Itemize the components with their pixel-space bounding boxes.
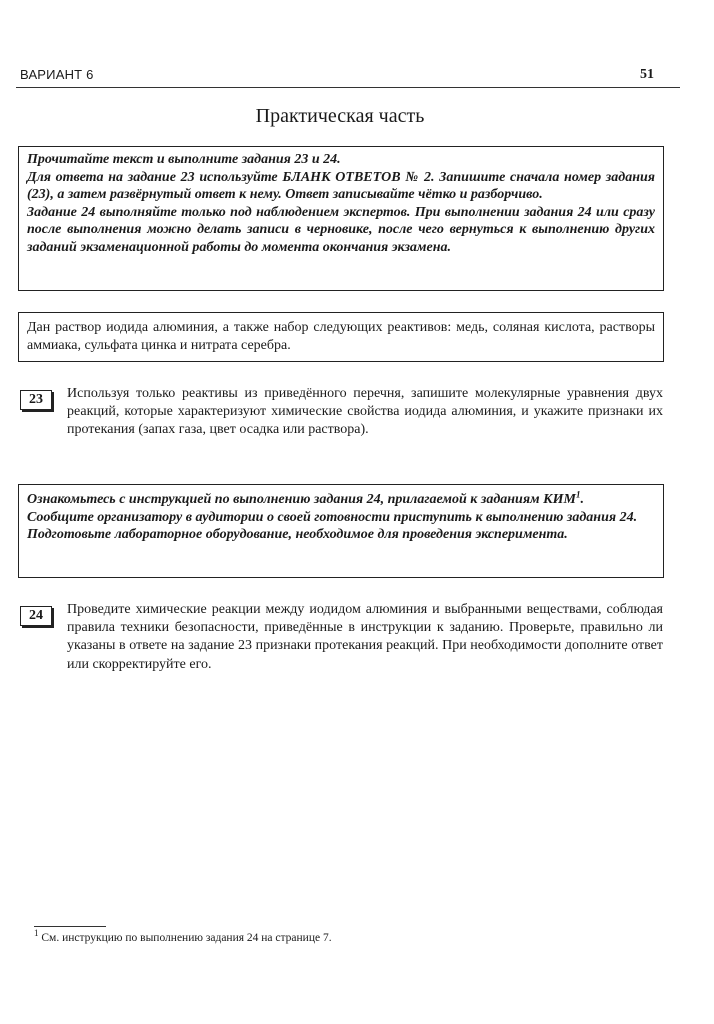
- footnote: [34, 928, 332, 944]
- instruction-line: Задание 24 выполняйте только под наблюдением экспертов. При выполнении задания 24 или сразу после выполнения можно делать записи в черновике, после чего вернуться к выполнению других заданий экзаменационной работы до момента окончания экзамена.: [27, 204, 655, 255]
- given-text: Дан раствор иодида алюминия, а также набор следующих реактивов: медь, соляная кислота, растворы аммиака, сульфата цинка и нитрата серебра.: [27, 320, 655, 353]
- instructions-box: [18, 146, 664, 291]
- lab-instruction-line: Подготовьте лабораторное оборудование, необходимое для проведения эксперимента.: [27, 527, 568, 542]
- lab-instruction-text: Ознакомьтесь с инструкцией по выполнению задания 24, прилагаемой к заданиям КИМ: [27, 492, 576, 507]
- task-23-text: Используя только реактивы из приведённого перечня, запишите молекулярные уравнения двух реакций, которые характеризуют химические свойства иодида алюминия, и укажите признаки их протекания (запах газа, цвет осадка или раствора).: [67, 386, 663, 438]
- lab-instruction-end: .: [580, 492, 584, 507]
- task-23-number: 23: [20, 390, 52, 410]
- footnote-marker: 1: [34, 928, 39, 939]
- footnote-ref: 1: [575, 489, 581, 500]
- instruction-line: Прочитайте текст и выполните задания 23 и 24.: [27, 152, 341, 167]
- footnote-divider: [34, 926, 106, 927]
- instruction-line: Для ответа на задание 23 используйте БЛАНК ОТВЕТОВ № 2. Запишите сначала номер задания (23), а затем развёрнутый ответ к нему. Ответ записывайте чётко и разборчиво.: [27, 169, 655, 202]
- lab-instructions-box: [18, 484, 664, 578]
- lab-instruction-line: Сообщите организатору в аудитории о своей готовности приступить к выполнению задания 24.: [27, 509, 638, 525]
- section-title: Практическая часть: [255, 105, 425, 127]
- given-conditions-box: [18, 312, 664, 362]
- footnote-text: См. инструкцию по выполнению задания 24 на странице 7.: [38, 932, 332, 944]
- page-number: 51: [640, 67, 654, 82]
- task-24-number: 24: [20, 606, 52, 626]
- lab-instruction-line: [27, 491, 655, 509]
- variant-label: ВАРИАНТ 6: [20, 67, 94, 82]
- header-divider: [16, 87, 680, 88]
- task-24-text: Проведите химические реакции между иодидом алюминия и выбранными веществами, соблюдая правила техники безопасности, приведённые в инструкции к заданию. Проверьте, правильно ли указаны в ответе на задание 23 признаки протекания реакций. При необходимости дополните ответ или скорректируйте его.: [67, 602, 663, 672]
